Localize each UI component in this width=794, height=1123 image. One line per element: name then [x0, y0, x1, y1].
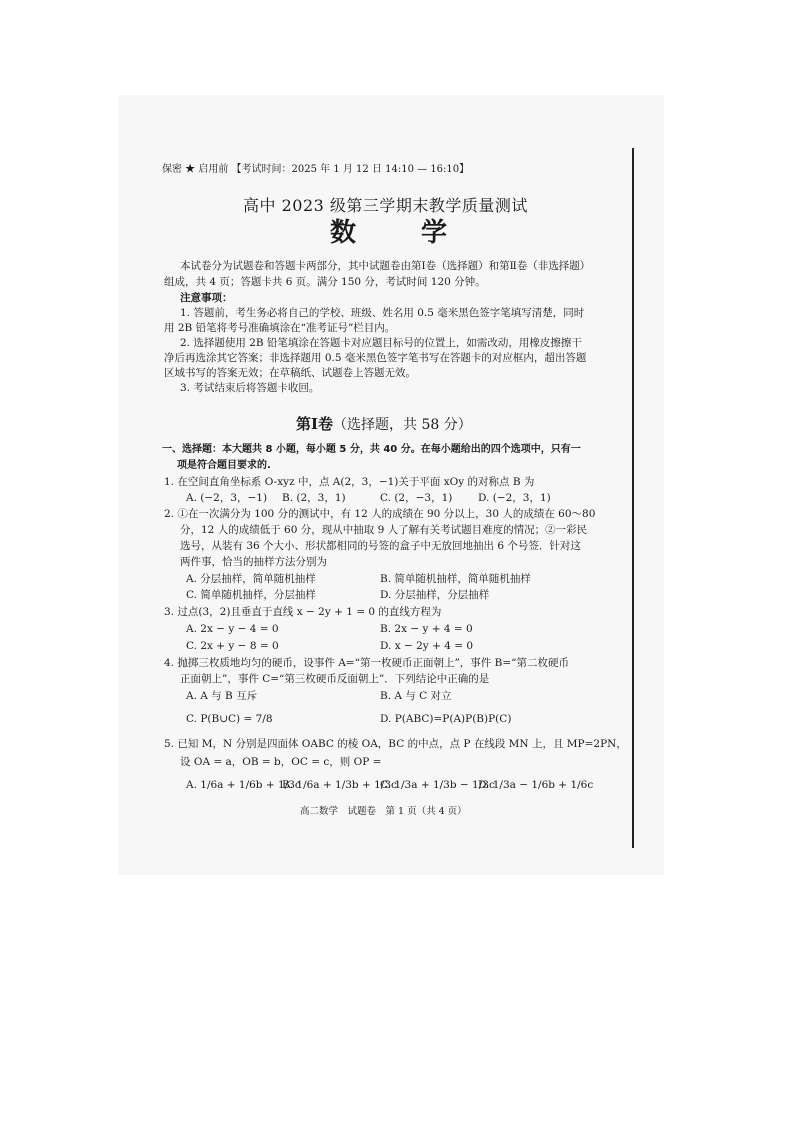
q5-option-a: A. 1/6a + 1/6b + 1/3c: [186, 779, 301, 791]
exam-title: 高中 2023 级第三学期末教学质量测试: [243, 196, 528, 215]
q4-option-b: B. A 与 C 对立: [380, 690, 452, 702]
note-line-6: 3. 考试结束后将答题卡收回。: [180, 382, 320, 394]
q2-option-a: A. 分层抽样，简单随机抽样: [186, 573, 316, 585]
q2-option-c: C. 简单随机抽样，分层抽样: [186, 589, 316, 601]
q2-option-d: D. 分层抽样，分层抽样: [380, 589, 490, 601]
q2-stem-line-2: 分，12 人的成绩低于 60 分，现从中抽取 9 人了解有关考试题目难度的情况；②一彩民: [180, 524, 588, 536]
q1-option-a: A. (−2，3，−1): [186, 492, 268, 504]
part-one-subtitle: （选择题，共 58 分）: [333, 417, 472, 433]
q2-stem-line-1: 2. ①在一次满分为 100 分的测试中，有 12 人的成绩在 90 分以上，30 人的成绩在 60～80: [164, 508, 596, 520]
intro-line-1: 本试卷分为试题卷和答题卡两部分，其中试题卷由第Ⅰ卷（选择题）和第Ⅱ卷（非选择题）: [180, 260, 591, 272]
q5-stem-line-2: 设 OA = a，OB = b，OC = c，则 OP =: [180, 756, 382, 768]
q5-option-c: C. 1/3a + 1/3b − 1/3c: [380, 779, 495, 791]
q3-option-c: C. 2x + y − 8 = 0: [186, 640, 279, 652]
section-one-line-2: 项是符合题目要求的.: [177, 460, 271, 471]
part-one-title: 第Ⅰ卷: [296, 415, 334, 433]
part-one-heading: [296, 414, 472, 435]
q1-option-c: C. (2，−3，1): [380, 492, 453, 504]
q4-option-a: A. A 与 B 互斥: [186, 690, 258, 702]
note-line-3: 2. 选择题使用 2B 铅笔填涂在答题卡对应题目标号的位置上，如需改动，用橡皮擦擦干: [180, 337, 582, 349]
confidential-header: 保密 ★ 启用前 【考试时间：2025 年 1 月 12 日 14:10 — 16:10】: [162, 164, 470, 175]
notes-title: 注意事项：: [180, 292, 233, 304]
q5-option-b: B. 1/6a + 1/3b + 1/3c: [282, 779, 397, 791]
q3-option-b: B. 2x − y + 4 = 0: [380, 623, 473, 635]
q2-option-b: B. 简单随机抽样，简单随机抽样: [380, 573, 531, 585]
q5-stem-line-1: 5. 已知 M，N 分别是四面体 OABC 的棱 OA，BC 的中点，点 P 在线段 MN 上，且 MP=2PN，: [164, 738, 627, 750]
note-line-5: 区域书写的答案无效；在草稿纸、试题卷上答题无效。: [164, 367, 416, 379]
q3-stem: 3. 过点(3，2)且垂直于直线 x − 2y + 1 = 0 的直线方程为: [164, 606, 442, 618]
intro-line-2: 组成，共 4 页；答题卡共 6 页。满分 150 分，考试时间 120 分钟。: [164, 276, 486, 288]
q4-stem-line-1: 4. 抛掷三枚质地均匀的硬币，设事件 A=“第一枚硬币正面朝上”，事件 B=“第二枚硬币: [164, 657, 570, 669]
q1-option-d: D. (−2，3，1): [478, 492, 551, 504]
page-footer: 高二数学 试题卷 第 1 页（共 4 页）: [300, 806, 467, 817]
q4-option-c: C. P(B∪C) = 7/8: [186, 713, 273, 725]
q2-stem-line-4: 两件事，恰当的抽样方法分别为: [180, 556, 327, 568]
subject-title: 数 学: [330, 218, 476, 248]
q4-stem-line-2: 正面朝上”，事件 C=“第三枚硬币反面朝上”．下列结论中正确的是: [180, 673, 490, 685]
q4-option-d: D. P(ABC)=P(A)P(B)P(C): [380, 713, 512, 725]
section-one-line-1: 一、选择题：本大题共 8 小题，每小题 5 分，共 40 分。在每小题给出的四个选项中，只有一: [162, 444, 581, 455]
note-line-2: 用 2B 铅笔将考号准确填涂在“准考证号”栏目内。: [164, 322, 396, 334]
note-line-1: 1. 答题前，考生务必将自己的学校、班级、姓名用 0.5 毫米黑色签字笔填写清楚，同时: [180, 307, 585, 319]
binding-line: [632, 148, 634, 848]
q2-stem-line-3: 选号，从装有 36 个大小、形状都相同的号签的盒子中无放回地抽出 6 个号签．针对这: [180, 540, 581, 552]
q3-option-d: D. x − 2y + 4 = 0: [380, 640, 474, 652]
q3-option-a: A. 2x − y − 4 = 0: [186, 623, 279, 635]
q1-option-b: B. (2，3，1): [282, 492, 346, 504]
q1-stem: 1. 在空间直角坐标系 O-xyz 中，点 A(2，3，−1)关于平面 xOy 的对称点 B 为: [164, 476, 535, 488]
note-line-4: 净后再选涂其它答案；非选择题用 0.5 毫米黑色签字笔书写在答题卡的对应框内，超出答题: [164, 352, 587, 364]
q5-option-d: D. 1/3a − 1/6b + 1/6c: [478, 779, 594, 791]
